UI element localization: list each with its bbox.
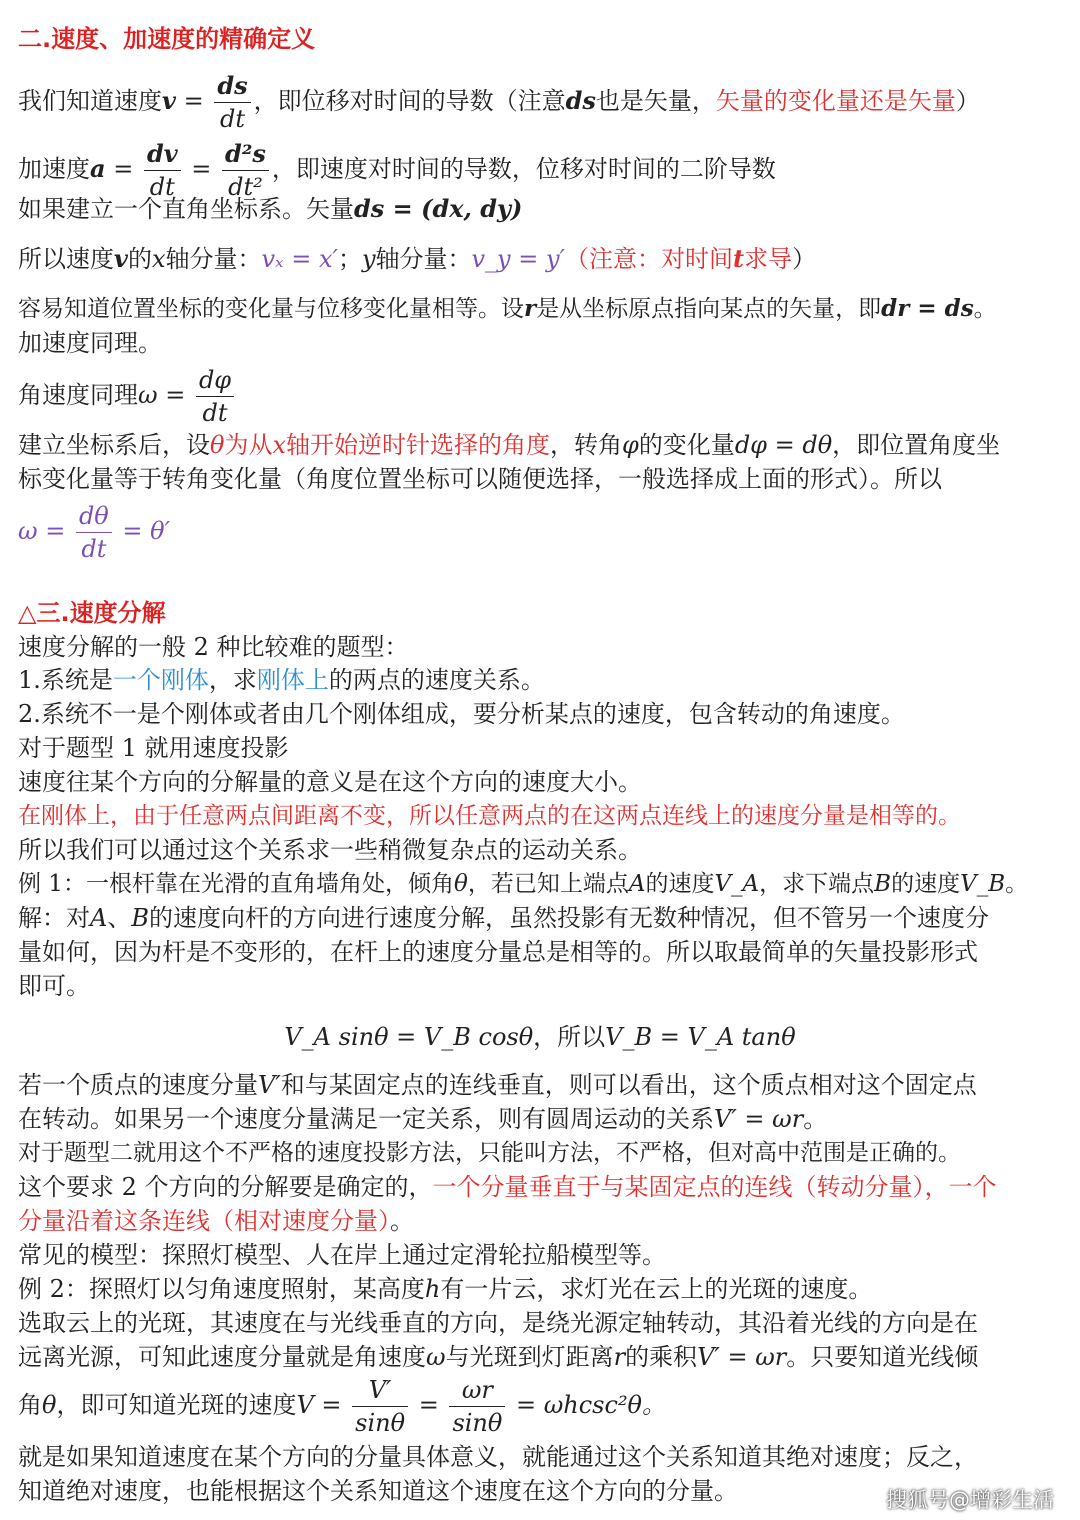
denominator: dt <box>81 535 107 563</box>
math: V_B = V_A tanθ <box>605 1023 796 1051</box>
paragraph-line: 速度分解的一般 2 种比较难的题型： <box>18 633 409 661</box>
math: φ <box>622 431 639 459</box>
text: 远离光源，可知此速度分量就是角速度 <box>18 1343 426 1371</box>
paragraph-line <box>18 1170 997 1204</box>
text: 的乘积 <box>625 1343 698 1371</box>
math: V′ = ωr <box>714 1105 804 1133</box>
text: 建立坐标系后，设 <box>18 431 210 459</box>
text: 的变化量 <box>638 431 735 459</box>
velocity-definition-line <box>18 70 980 135</box>
text: ，即速度对时间的导数，位移对时间的二阶导数 <box>271 155 776 183</box>
text: ，即可知道光斑的速度 <box>56 1391 297 1419</box>
text: 在转动。如果另一个速度分量满足一定关系，则有圆周运动的关系 <box>18 1105 714 1133</box>
math: x <box>151 245 166 273</box>
highlight-text: 分量沿着这条连线（相对速度分量） <box>18 1207 390 1235</box>
math: = <box>105 155 141 183</box>
highlight-text: 一个分量垂直于与某固定点的连线（转动分量），一个 <box>432 1173 997 1201</box>
text: 这个要求 2 个方向的分解要是确定的， <box>18 1173 433 1201</box>
text: ，若已知上端点 <box>467 871 629 897</box>
math: θ <box>453 871 468 897</box>
highlight-text: 矢量的变化量还是矢量 <box>715 87 956 115</box>
text: ，即位移对时间的导数（注意 <box>253 87 566 115</box>
math: vₓ = x′ <box>261 245 338 273</box>
paragraph-line: 知道绝对速度，也能根据这个关系知道这个速度在这个方向的分量。 <box>18 1477 738 1505</box>
text: 的速度向杆的方向进行速度分解，虽然投影有无数种情况，但不管另一个速度分 <box>148 904 989 932</box>
section-3-title: △三.速度分解 <box>18 599 166 627</box>
text: 与光斑到灯距离 <box>445 1343 614 1371</box>
text: 例 1：一根杆靠在光滑的直角墙角处，倾角 <box>18 871 454 897</box>
denominator: sinθ <box>355 1409 406 1437</box>
denominator: sinθ <box>452 1409 503 1437</box>
math: v_y = y′ <box>471 245 565 273</box>
paragraph-line: 2.系统不一是个刚体或者由几个刚体组成，要分析某点的速度，包含转动的角速度。 <box>18 700 905 728</box>
math: V_A sinθ = V_B cosθ <box>284 1023 534 1051</box>
coordinate-system-line <box>18 192 522 226</box>
paragraph-line: 常见的模型：探照灯模型、人在岸上通过定滑轮拉船模型等。 <box>18 1241 666 1269</box>
example-2-line <box>18 1272 872 1306</box>
math: v <box>162 86 176 115</box>
numerator: ds <box>214 70 250 103</box>
math: r <box>524 295 537 322</box>
math: y <box>361 245 376 273</box>
paragraph-line <box>18 1102 827 1136</box>
text: 我们知道速度 <box>18 87 162 115</box>
acceleration-same-line: 加速度同理。 <box>18 329 162 357</box>
math: dr = ds <box>881 295 974 322</box>
math: A <box>90 904 108 932</box>
math: = θ′ <box>114 517 171 545</box>
text: ） <box>955 87 980 115</box>
text: 。 <box>390 1207 414 1235</box>
math: = <box>183 155 220 183</box>
text: 如果建立一个直角坐标系。矢量 <box>18 195 354 223</box>
solution-line <box>18 901 989 935</box>
highlight-text: 求导 <box>744 245 793 273</box>
numerator: dv <box>144 138 181 171</box>
fraction <box>352 1374 408 1439</box>
text: ，所以 <box>533 1023 606 1051</box>
paragraph-line: 选取云上的光斑，其速度在与光线垂直的方向，是绕光源定轴转动，其沿着光线的方向是在 <box>18 1309 978 1337</box>
highlight-text: 轴开始逆时针选择的角度 <box>286 431 550 459</box>
omega-equation <box>18 500 170 565</box>
math: dφ = dθ <box>734 431 833 459</box>
paragraph-line: 量如何，因为杆是不变形的，在杆上的速度分量总是相等的。所以取最简单的矢量投影形式 <box>18 938 978 966</box>
section-2-title: 二.速度、加速度的精确定义 <box>18 25 316 53</box>
math: θ <box>210 431 225 459</box>
math: V_B <box>960 871 1006 897</box>
denominator: dt <box>202 399 228 427</box>
text: 解：对 <box>18 904 90 932</box>
math: ω = <box>138 381 193 409</box>
angle-coordinate-line <box>18 428 1000 462</box>
text: 有一片云，求灯光在云上的光斑的速度。 <box>440 1275 873 1303</box>
highlight-text: （注意：对时间 <box>565 245 733 273</box>
highlight-paragraph-line: 在刚体上，由于任意两点间距离不变，所以任意两点的在这两点连线上的速度分量是相等的。 <box>18 803 961 829</box>
math: = <box>175 87 212 115</box>
math: ds <box>565 86 596 115</box>
paragraph-line <box>18 1204 414 1238</box>
text: 容易知道位置坐标的变化量与位移变化量相等。设 <box>18 296 524 322</box>
math: V′ = ωr <box>697 1343 787 1371</box>
example-1-line <box>18 867 1028 901</box>
math: V_A <box>714 871 760 897</box>
text: 。只要知道光线倾 <box>786 1343 979 1371</box>
text: 也是矢量， <box>595 87 716 115</box>
math: a <box>90 154 106 183</box>
text: 角 <box>18 1391 42 1419</box>
text: 角速度同理 <box>18 381 138 409</box>
math: h <box>424 1275 441 1303</box>
text: 。 <box>803 1105 828 1133</box>
text: 轴分量： <box>375 245 472 273</box>
text: 。 <box>1005 871 1029 897</box>
math: ds = (dx, dy) <box>354 194 523 223</box>
position-vector-line <box>18 292 997 326</box>
math: r <box>613 1343 626 1371</box>
projection-equation <box>0 1020 1080 1054</box>
paragraph-line: 对于题型二就用这个不严格的速度投影方法，只能叫方法，不严格，但对高中范围是正确的。 <box>18 1140 961 1166</box>
math: = <box>411 1391 447 1419</box>
math: B <box>874 871 892 897</box>
math: B <box>131 904 149 932</box>
fraction <box>196 364 234 429</box>
paragraph-line <box>18 1340 978 1374</box>
angle-coordinate-line-2: 标变化量等于转角变化量（角度位置坐标可以随便选择，一般选择成上面的形式）。所以 <box>18 465 942 493</box>
text: ，即位置角度坐 <box>832 431 1001 459</box>
fraction <box>449 1374 505 1439</box>
text: ，转角 <box>550 431 622 459</box>
fraction <box>214 70 250 135</box>
text: 的速度 <box>891 871 961 897</box>
paragraph-line: 即可。 <box>18 972 90 1000</box>
text: 。 <box>973 296 997 322</box>
highlight-text: 一个刚体 <box>112 666 209 694</box>
math: t <box>733 244 745 273</box>
numerator: dφ <box>196 364 234 397</box>
highlight-text: 为从 <box>224 431 273 459</box>
math: θ <box>42 1391 57 1419</box>
text: ，求 <box>208 666 257 694</box>
denominator: dt <box>219 105 245 133</box>
paragraph-line: 对于题型 1 就用速度投影 <box>18 734 289 762</box>
numerator: dθ <box>76 500 112 533</box>
math: V′ <box>258 1071 281 1099</box>
text: ，求下端点 <box>759 871 875 897</box>
text: 例 2：探照灯以匀角速度照射，某高度 <box>18 1275 425 1303</box>
math: ω <box>426 1343 446 1371</box>
text: 的两点的速度关系。 <box>328 666 545 694</box>
text: 加速度 <box>18 155 90 183</box>
spot-velocity-equation-line <box>18 1374 666 1439</box>
watermark: 搜狐号@增彩生活 <box>886 1488 1054 1512</box>
text: 若一个质点的速度分量 <box>18 1071 258 1099</box>
text: 的 <box>127 245 152 273</box>
text: 是从坐标原点指向某点的矢量，即 <box>536 296 882 322</box>
math: V = <box>296 1391 350 1419</box>
text: 所以速度 <box>18 245 114 273</box>
highlight-text: 刚体上 <box>256 666 329 694</box>
math: ω = <box>18 517 73 545</box>
numerator: d²s <box>222 138 269 171</box>
math: v <box>114 244 128 273</box>
angular-velocity-line <box>18 364 237 429</box>
text: 1.系统是 <box>18 666 113 694</box>
text: ） <box>792 245 817 273</box>
math: x <box>272 431 286 459</box>
numerator: ωr <box>449 1374 505 1407</box>
text: ； <box>337 245 362 273</box>
denominator: dt² <box>228 173 263 201</box>
text: 的速度 <box>645 871 715 897</box>
math: = ωhcsc²θ。 <box>508 1391 667 1419</box>
numerator: V′ <box>352 1374 408 1407</box>
paragraph-line <box>18 1068 977 1102</box>
paragraph-line: 速度往某个方向的分解量的意义是在这个方向的速度大小。 <box>18 768 642 796</box>
text: 、 <box>107 904 132 932</box>
text: 轴分量： <box>165 245 262 273</box>
paragraph-line: 就是如果知道速度在某个方向的分量具体意义，就能通过这个关系知道其绝对速度；反之， <box>18 1443 978 1471</box>
velocity-components-line <box>18 242 816 276</box>
math: A <box>628 871 646 897</box>
paragraph-line: 所以我们可以通过这个关系求一些稍微复杂点的运动关系。 <box>18 836 642 864</box>
paragraph-line <box>18 663 545 697</box>
fraction <box>76 500 112 565</box>
text: 和与某固定点的连线垂直，则可以看出，这个质点相对这个固定点 <box>280 1071 977 1099</box>
denominator: dt <box>149 173 175 201</box>
